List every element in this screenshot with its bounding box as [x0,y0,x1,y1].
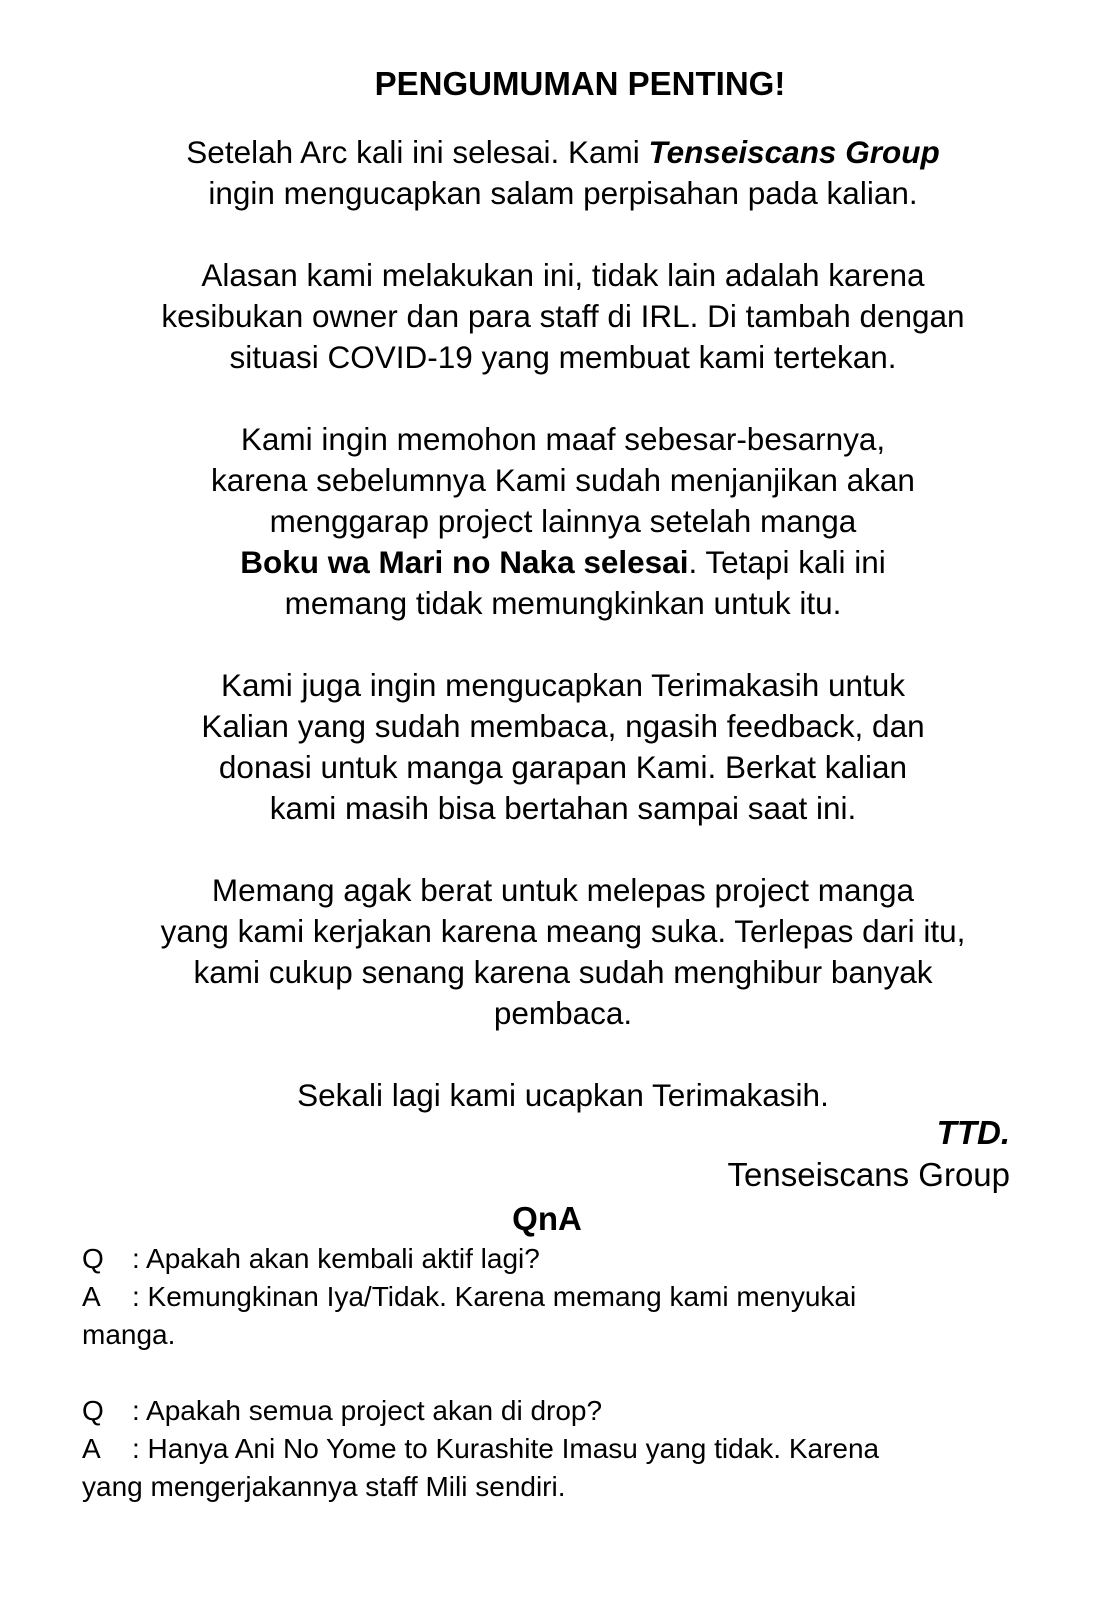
paragraph-line: Sekali lagi kami ucapkan Terimakasih. [297,1077,829,1113]
announcement-title: PENGUMUMAN PENTING! [374,65,786,102]
answer-continuation: manga. [82,1319,176,1350]
signature-name: Tenseiscans Group [727,1156,1010,1193]
paragraph-thanks [0,665,1114,829]
paragraph-line: pembaca. [493,995,633,1031]
paragraph-line: donasi untuk manga garapan Kami. Berkat kalian [218,749,908,785]
paragraph-line: karena sebelumnya Kami sudah menjanjikan akan [211,462,915,498]
qna-list [82,1240,962,1506]
answer-line [82,1278,962,1316]
paragraph-reason [0,255,1114,378]
question-line [82,1392,962,1430]
paragraph-line: yang kami kerjakan karena meang suka. Terlepas dari itu, [160,913,966,949]
paragraph-line: kesibukan owner dan para staff di IRL. Di tambah dengan [161,298,965,334]
announcement-body [0,132,1114,1116]
paragraph-letting-go [0,870,1114,1034]
paragraph-text: Setelah Arc kali ini selesai. Kami [186,134,649,170]
question-line [82,1240,962,1278]
answer-continuation: yang mengerjakannya staff Mili sendiri. [82,1471,566,1502]
paragraph-line: situasi COVID-19 yang membuat kami tertekan. [229,339,897,375]
paragraph-line: Alasan kami melakukan ini, tidak lain adalah karena [201,257,925,293]
qna-item [82,1392,962,1506]
paragraph-farewell [0,132,1114,214]
question-prefix: Q [82,1243,104,1274]
paragraph-text: . Tetapi kali ini [688,544,886,580]
answer-prefix: A [82,1433,101,1464]
paragraph-apology [0,419,1114,624]
paragraph-line: kami cukup senang karena sudah menghibur banyak [193,954,933,990]
paragraph-line: Kami juga ingin mengucapkan Terimakasih untuk [220,667,906,703]
paragraph-line: menggarap project lainnya setelah manga [269,503,857,539]
question-prefix: Q [82,1395,104,1426]
paragraph-line: Kami ingin memohon maaf sebesar-besarnya, [240,421,886,457]
paragraph-line: memang tidak memungkinkan untuk itu. [284,585,842,621]
qna-title: QnA [512,1200,582,1237]
answer-text: : Kemungkinan Iya/Tidak. Karena memang kami menyukai [132,1281,857,1312]
qna-item [82,1240,962,1354]
paragraph-line: Kalian yang sudah membaca, ngasih feedback, dan [201,708,925,744]
paragraph-closing [0,1075,1114,1116]
signature-block [728,1112,1010,1196]
signature-ttd: TTD. [936,1114,1010,1151]
paragraph-line: Memang agak berat untuk melepas project manga [211,872,915,908]
paragraph-line [0,542,1114,583]
answer-line [82,1430,962,1468]
paragraph-line [0,132,1114,173]
group-name: Tenseiscans Group [648,134,940,170]
manga-title: Boku wa Mari no Naka selesai [240,544,689,580]
question-text: : Apakah akan kembali aktif lagi? [132,1243,540,1274]
paragraph-line: ingin mengucapkan salam perpisahan pada kalian. [208,175,918,211]
question-text: : Apakah semua project akan di drop? [132,1395,603,1426]
answer-text: : Hanya Ani No Yome to Kurashite Imasu yang tidak. Karena [132,1433,880,1464]
answer-prefix: A [82,1281,101,1312]
paragraph-line: kami masih bisa bertahan sampai saat ini. [269,790,857,826]
